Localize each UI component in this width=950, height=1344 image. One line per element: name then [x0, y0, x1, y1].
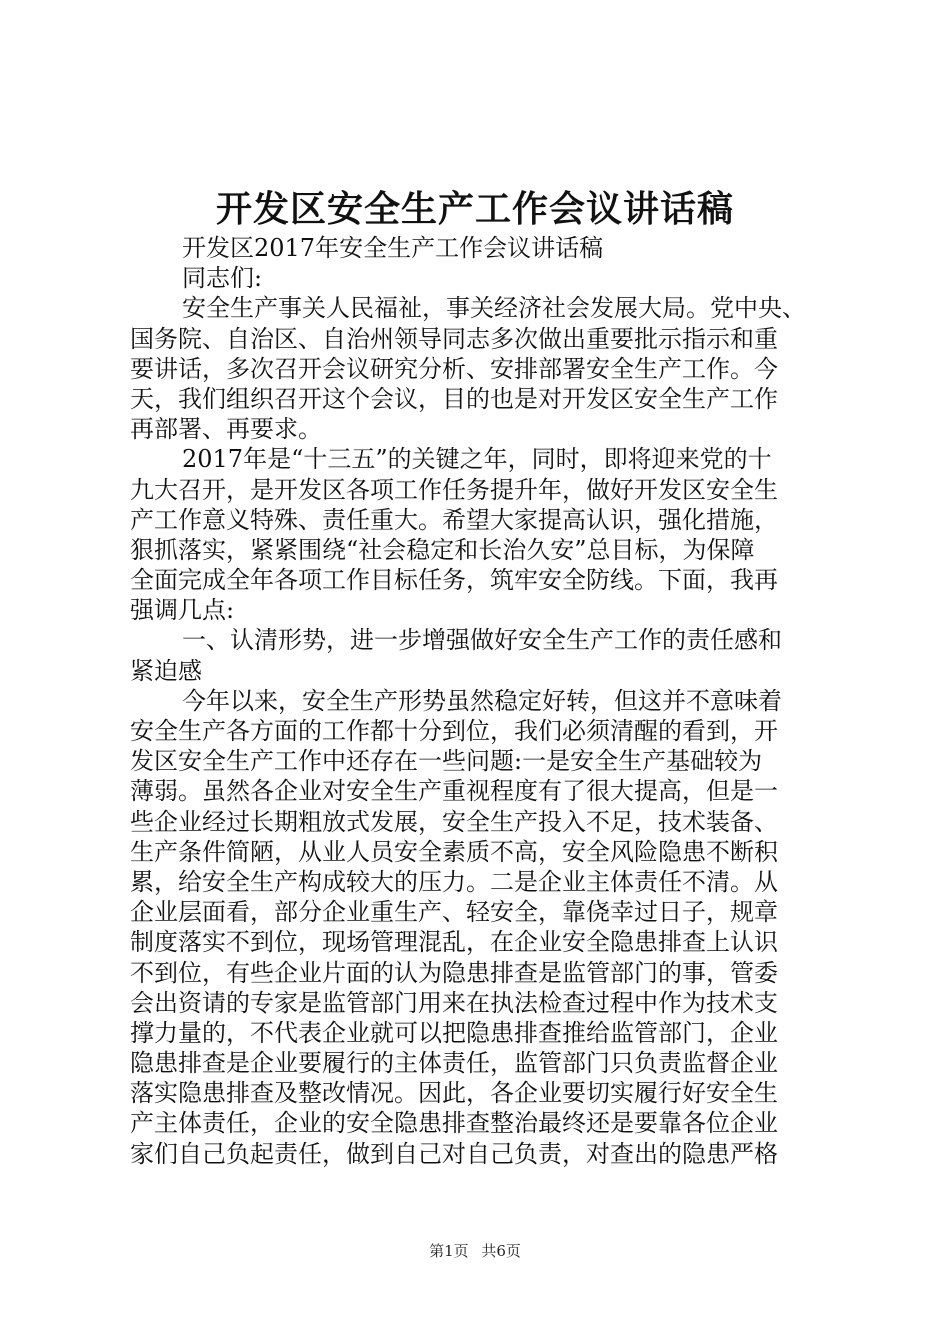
- body-line: 安全生产各方面的工作都十分到位，我们必须清醒的看到，开: [130, 717, 778, 745]
- body-line: 隐患排查是企业要履行的主体责任，监管部门只负责监督企业: [130, 1049, 778, 1078]
- body-line: 产主体责任，企业的安全隐患排查整治最终还是要靠各位企业: [130, 1109, 778, 1138]
- body-line: 累，给安全生产构成较大的压力。二是企业主体责任不清。从: [130, 867, 778, 896]
- page-total: 共6页: [481, 1242, 521, 1260]
- body-line: 会出资请的专家是监管部门用来在执法检查过程中作为技术支: [130, 988, 778, 1017]
- page-footer: [0, 1240, 950, 1261]
- document-title: 开发区安全生产工作会议讲话稿: [215, 188, 734, 230]
- body-line: 产工作意义特殊、责任重大。希望大家提高认识，强化措施，: [130, 505, 778, 534]
- subtitle-line: 开发区2017年安全生产工作会议讲话稿: [182, 234, 604, 262]
- body-line: 企业层面看，部分企业重生产、轻安全，靠侥幸过日子，规章: [130, 898, 778, 927]
- body-line: 些企业经过长期粗放式发展，安全生产投入不足，技术装备、: [130, 807, 778, 836]
- body-line: 2017年是“十三五”的关键之年，同时，即将迎来党的十: [182, 445, 772, 474]
- section-heading-line: 一、认清形势，进一步增强做好安全生产工作的责任感和: [182, 626, 782, 655]
- body-line: 今年以来，安全生产形势虽然稳定好转，但这并不意味着: [182, 686, 782, 715]
- body-line: 全面完成全年各项工作目标任务，筑牢安全防线。下面，我再: [130, 566, 778, 595]
- body-line: 要讲话，多次召开会议研究分析、安排部署安全生产工作。今: [130, 354, 778, 383]
- body-line: 薄弱。虽然各企业对安全生产重视程度有了很大提高，但是一: [130, 777, 778, 806]
- body-line: 狠抓落实，紧紧围绕“社会稳定和长治久安”总目标，为保障: [130, 535, 755, 564]
- page-number: 第1页: [429, 1242, 469, 1260]
- body-line: 九大召开，是开发区各项工作任务提升年，做好开发区安全生: [130, 475, 778, 504]
- body-line: 国务院、自治区、自治州领导同志多次做出重要批示指示和重: [130, 324, 778, 353]
- body-line: 强调几点:: [130, 596, 235, 625]
- body-line: 不到位，有些企业片面的认为隐患排查是监管部门的事，管委: [130, 958, 778, 987]
- body-line: 生产条件简陋，从业人员安全素质不高，安全风险隐患不断积: [130, 837, 778, 866]
- body-line: 安全生产事关人民福祉，事关经济社会发展大局。党中央、: [182, 294, 806, 323]
- body-line: 天，我们组织召开这个会议，目的也是对开发区安全生产工作: [130, 384, 778, 413]
- document-body: [130, 233, 828, 1169]
- body-line: 撑力量的，不代表企业就可以把隐患排查推给监管部门，企业: [130, 1018, 778, 1047]
- body-line: 落实隐患排查及整改情况。因此，各企业要切实履行好安全生: [130, 1079, 778, 1108]
- body-line: 家们自己负起责任，做到自己对自己负责，对查出的隐患严格: [130, 1139, 778, 1168]
- salutation-line: 同志们:: [182, 264, 263, 293]
- body-line: 制度落实不到位，现场管理混乱，在企业安全隐患排查上认识: [130, 928, 778, 957]
- body-line: 再部署、再要求。: [130, 415, 322, 444]
- body-line: 发区安全生产工作中还存在一些问题:一是安全生产基础较为: [130, 747, 763, 776]
- section-heading-line: 紧迫感: [130, 656, 202, 685]
